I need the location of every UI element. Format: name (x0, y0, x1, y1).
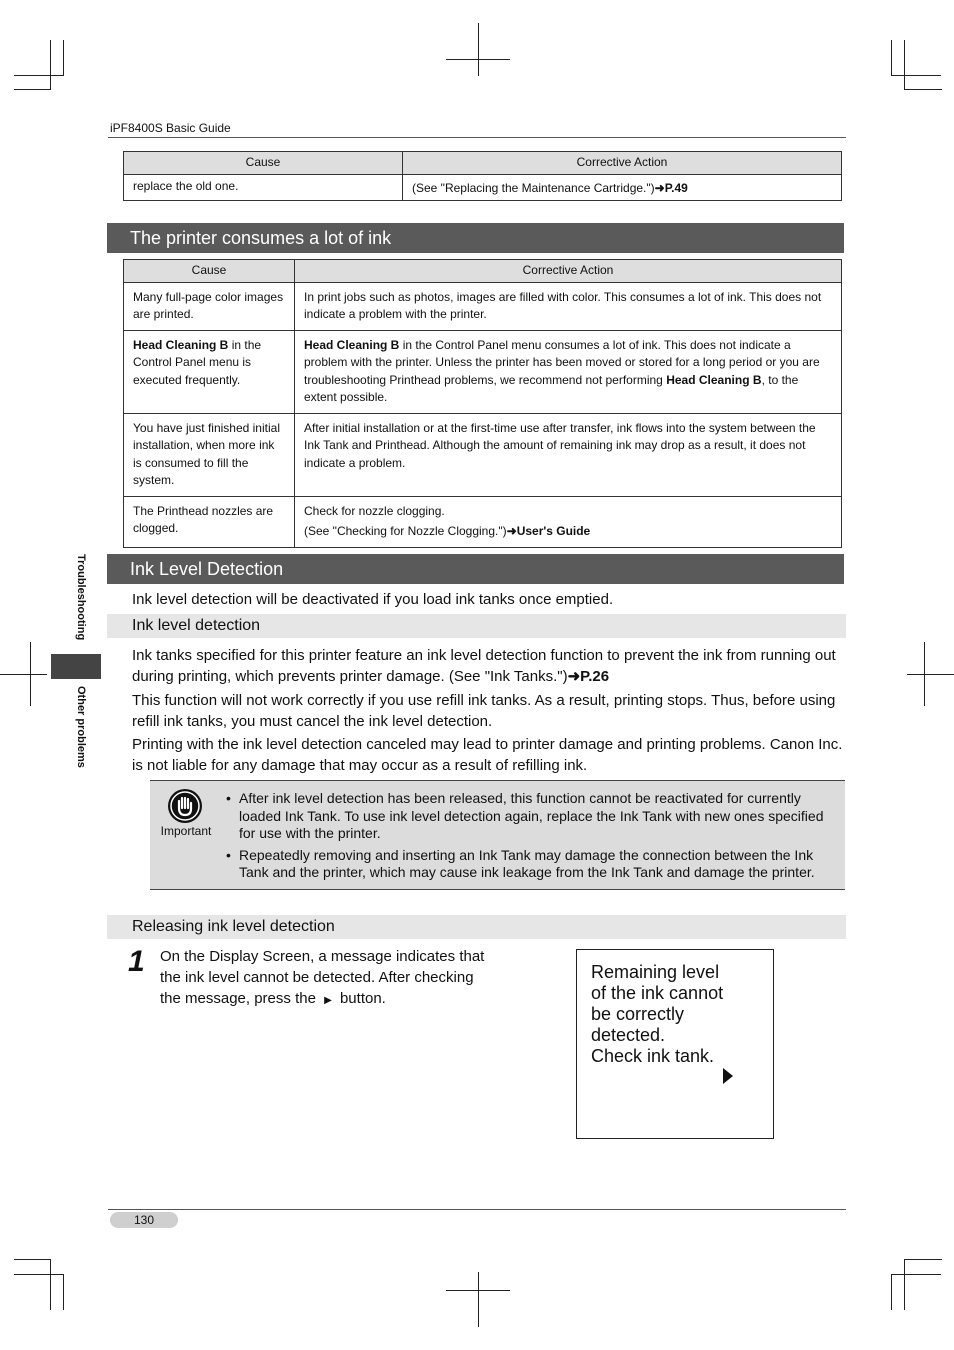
footer-rule (108, 1209, 846, 1210)
maintenance-cartridge-table (123, 151, 842, 201)
subsection-title: Ink level detection (107, 614, 846, 638)
crop-mark (904, 1259, 905, 1310)
step-number: 1 (128, 945, 145, 978)
arrow-right-icon: ➜ (506, 524, 517, 538)
crop-mark (891, 1274, 941, 1275)
registration-mark (907, 674, 954, 675)
subsection-title: Releasing ink level detection (107, 915, 846, 939)
corrective-action-header: Corrective Action (403, 152, 842, 175)
paragraph: This function will not work correctly if you use refill ink tanks. As a result, printing stops. Thus, before using refill ink tanks, you must cancel the ink level detection. (132, 692, 836, 730)
action-cell: In print jobs such as photos, images are filled with color. This consumes a lot of ink. This does not indicate a problem with the printer. (295, 282, 842, 330)
menu-item-name: Head Cleaning B (133, 337, 229, 352)
important-note (150, 780, 845, 890)
crop-mark (904, 1259, 942, 1260)
action-cell (295, 330, 842, 413)
paragraph (132, 646, 846, 687)
display-line: detected. (591, 1025, 666, 1045)
action-cell (403, 174, 842, 201)
paragraph: Printing with the ink level detection canceled may lead to printer damage and printing problems. Canon Inc. is not liable for any damage that may occur as a result of refilling ink. (132, 736, 843, 774)
important-list (226, 790, 842, 886)
action-text: , to the extent possible. (304, 372, 799, 404)
crop-mark (891, 75, 941, 76)
step-text-part: button. (339, 990, 386, 1007)
display-line: be correctly (591, 1004, 685, 1024)
crop-mark (14, 1274, 64, 1275)
registration-mark (924, 642, 925, 706)
right-triangle-icon (723, 1068, 733, 1084)
page-link[interactable]: P.49 (664, 180, 688, 195)
display-screen (576, 949, 774, 1139)
display-line: of the ink cannot (591, 983, 724, 1003)
crop-mark (50, 1259, 51, 1310)
corrective-action-header: Corrective Action (295, 260, 842, 283)
registration-mark (0, 674, 47, 675)
cause-cell (124, 330, 295, 413)
display-line: Check ink tank. (591, 1046, 715, 1066)
cause-cell: You have just finished initial installation, when more ink is consumed to fill the system. (124, 413, 295, 496)
cause-cell: Many full-page color images are printed. (124, 282, 295, 330)
crop-mark (14, 89, 50, 90)
crop-mark (50, 40, 51, 90)
registration-mark (478, 23, 479, 76)
see-reference-text: (See "Checking for Nozzle Clogging.") (304, 524, 507, 538)
table-row (124, 496, 842, 547)
hand-stop-icon (168, 789, 202, 823)
guide-title: iPF8400S Basic Guide (110, 121, 231, 135)
list-item: • Repeatedly removing and inserting an Ink Tank may damage the connection between the Ink Tank and the printer, which may cause ink leakage from the Ink Tank and damage the printer. (226, 847, 842, 882)
cause-cell: replace the old one. (124, 174, 403, 201)
list-item: • After ink level detection has been released, this function cannot be reactivated for currently loaded Ink Tank. To use ink level detection again, replace the Ink Tank with new ones specified for use with the printer. (226, 790, 842, 843)
registration-mark (478, 1272, 479, 1327)
guide-link[interactable]: User's Guide (516, 524, 591, 538)
crop-mark (904, 40, 905, 90)
page-number: 130 (110, 1212, 178, 1228)
header-rule (108, 137, 846, 138)
section-intro: Ink level detection will be deactivated if you load ink tanks once emptied. (132, 591, 614, 608)
crop-mark (63, 40, 64, 76)
display-line: Remaining level (591, 962, 720, 982)
crop-mark (891, 40, 892, 76)
crop-mark (14, 75, 64, 76)
paragraph-text: Ink tanks specified for this printer feature an ink level detection function to prevent the ink from running out during printing, which prevents printer damage. (See "Ink Tanks.") (132, 647, 836, 685)
action-text: Check for nozzle clogging. (304, 503, 445, 518)
action-text: in the Control Panel menu consumes a lot of ink. This does not indicate a problem with the printer. Unless the printer has been moved or stored for a long period or you are troubleshooting Printhead problems, we recommend not performing (304, 337, 820, 387)
page-link[interactable]: P.26 (580, 667, 610, 685)
action-cell (295, 496, 842, 547)
table-row (124, 330, 842, 413)
see-reference-text: (See "Replacing the Maintenance Cartridge.") (412, 180, 655, 195)
menu-item-name: Head Cleaning B (304, 337, 400, 352)
crop-mark (904, 89, 942, 90)
cause-text: in the Control Panel menu is executed frequently. (133, 337, 262, 387)
section-title: The printer consumes a lot of ink (107, 223, 844, 253)
section-title: Ink Level Detection (107, 554, 844, 584)
action-cell: After initial installation or at the first-time use after transfer, ink flows into the system between the Ink Tank and Printhead. Although the amount of remaining ink may drop as a result, it does not indicate a problem. (295, 413, 842, 496)
step-text (160, 946, 490, 1011)
cause-header: Cause (124, 260, 295, 283)
registration-mark (30, 642, 31, 706)
right-arrow-button-icon: ▶ (324, 995, 332, 1006)
crop-mark (14, 1259, 50, 1260)
arrow-right-icon: ➜ (654, 180, 665, 195)
ink-consumption-table (123, 259, 842, 548)
crop-mark (891, 1274, 892, 1310)
table-row (124, 413, 842, 496)
table-row (124, 282, 842, 330)
arrow-right-icon: ➜ (567, 667, 581, 685)
cause-cell: The Printhead nozzles are clogged. (124, 496, 295, 547)
cause-header: Cause (124, 152, 403, 175)
side-tab-other-problems: Other problems (75, 686, 87, 768)
side-tab-marker (51, 654, 101, 679)
crop-mark (63, 1274, 64, 1310)
menu-item-name: Head Cleaning B (666, 372, 762, 387)
side-tab-troubleshooting: Troubleshooting (75, 554, 87, 641)
important-label: Important (160, 824, 212, 838)
step-text-part: On the Display Screen, a message indicates that the ink level cannot be detected. After checking the message, press the (160, 948, 485, 1007)
